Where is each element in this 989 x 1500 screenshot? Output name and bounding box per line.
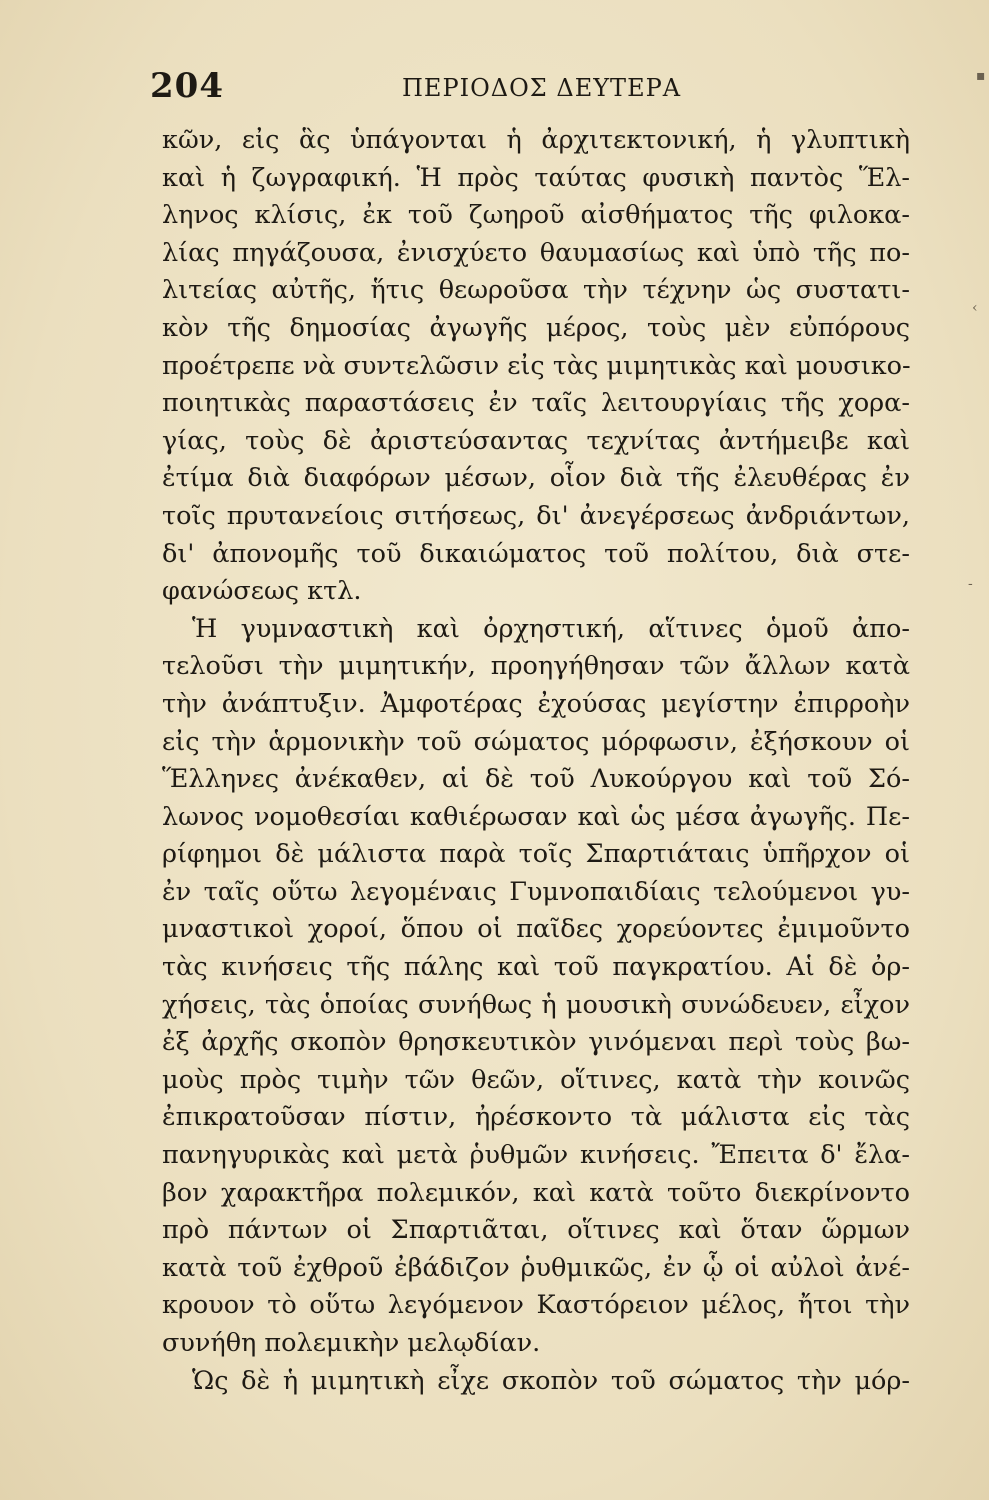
text-line: Ἕλληνες ἀνέκαθεν, αἱ δὲ τοῦ Λυκούργου καὶ τοῦ Σό- — [162, 764, 910, 795]
text-line: ρίφημοι δὲ μάλιστα παρὰ τοῖς Σπαρτιάταις ὑπῆρχον οἱ — [162, 839, 910, 870]
running-title: ΠΕΡΙΟΔΟΣ ΔΕΥΤΕΡΑ — [402, 74, 682, 102]
text-line: δι' ἀπονομῆς τοῦ δικαιώματος τοῦ πολίτου, διὰ στε- — [162, 538, 910, 569]
text-line: κατὰ τοῦ ἐχθροῦ ἐβάδιζον ῥυθμικῶς, ἐν ᾧ οἱ αὐλοὶ ἀνέ- — [162, 1252, 910, 1283]
text-line: πανηγυρικὰς καὶ μετὰ ῥυθμῶν κινήσεις. Ἔπειτα δ' ἔλα- — [162, 1140, 910, 1171]
text-line: προέτρεπε νὰ συντελῶσιν εἰς τὰς μιμητικὰς καὶ μουσικο- — [162, 350, 911, 381]
text-line: μοὺς πρὸς τιμὴν τῶν θεῶν, οἵτινες, κατὰ τὴν κοινῶς — [162, 1064, 910, 1095]
paragraph-start-line: Ἡ γυμναστικὴ καὶ ὀρχηστική, αἵτινες ὁμοῦ ἀπο- — [192, 613, 910, 644]
body-text — [162, 122, 910, 1400]
text-line: ἐτίμα διὰ διαφόρων μέσων, οἷον διὰ τῆς ἐλευθέρας ἐν — [162, 463, 910, 494]
text-line: κῶν, εἰς ἃς ὑπάγονται ἡ ἀρχιτεκτονική, ἡ γλυπτικὴ — [162, 125, 910, 155]
text-line: κὸν τῆς δημοσίας ἀγωγῆς μέρος, τοὺς μὲν εὐπόρους — [162, 312, 910, 343]
text-line: ἐν ταῖς οὕτω λεγομέναις Γυμνοπαιδίαις τελούμενοι γυ- — [162, 876, 910, 907]
text-line: κρουον τὸ οὕτω λεγόμενον Καστόρειον μέλος, ἤτοι τὴν — [162, 1290, 910, 1321]
text-line: βον χαρακτῆρα πολεμικόν, καὶ κατὰ τοῦτο διεκρίνοντο — [162, 1177, 910, 1208]
text-line: ἐξ ἀρχῆς σκοπὸν θρησκευτικὸν γινόμεναι περὶ τοὺς βω- — [162, 1027, 910, 1058]
margin-mark-top: ▪ — [976, 68, 986, 84]
text-line: λιτείας αὐτῆς, ἥτις θεωροῦσα τὴν τέχνην ὡς συστατι- — [162, 275, 910, 306]
text-line: τελοῦσι τὴν μιμητικήν, προηγήθησαν τῶν ἄλλων κατὰ — [162, 651, 910, 682]
text-line: πρὸ πάντων οἱ Σπαρτιᾶται, οἵτινες καὶ ὅταν ὥρμων — [162, 1215, 910, 1246]
text-line: γίας, τοὺς δὲ ἀριστεύσαντας τεχνίτας ἀντήμειβε καὶ — [162, 425, 910, 456]
text-line: τὰς κινήσεις τῆς πάλης καὶ τοῦ παγκρατίου. Αἱ δὲ ὀρ- — [162, 952, 910, 983]
text-line: λίας πηγάζουσα, ἐνισχύετο θαυμασίως καὶ ὑπὸ τῆς πο- — [162, 237, 910, 268]
page-header — [150, 66, 910, 106]
text-line: μναστικοὶ χοροί, ὅπου οἱ παῖδες χορεύοντες ἐμιμοῦντο — [162, 914, 910, 945]
text-line: ἐπικρατοῦσαν πίστιν, ἠρέσκοντο τὰ μάλιστα εἰς τὰς — [162, 1102, 910, 1133]
text-line: τὴν ἀνάπτυξιν. Ἀμφοτέρας ἐχούσας μεγίστην ἐπιρροὴν — [162, 688, 910, 719]
margin-mark-lower: ‐ — [968, 576, 973, 592]
text-line: καὶ ἡ ζωγραφική. Ἡ πρὸς ταύτας φυσικὴ παντὸς Ἕλ- — [162, 162, 910, 193]
margin-mark-middle: ‹ — [972, 300, 978, 316]
page-number: 204 — [150, 66, 224, 106]
text-line: εἰς τὴν ἁρμονικὴν τοῦ σώματος μόρφωσιν, ἐξήσκουν οἱ — [162, 726, 910, 757]
text-line: συνήθη πολεμικὴν μελῳδίαν. — [162, 1328, 541, 1358]
text-line: λωνος νομοθεσίαι καθιέρωσαν καὶ ὡς μέσα ἀγωγῆς. Πε- — [162, 801, 910, 832]
text-line: φανώσεως κτλ. — [162, 576, 362, 607]
paragraph-start-line: Ὡς δὲ ἡ μιμητικὴ εἶχε σκοπὸν τοῦ σώματος τὴν μόρ- — [192, 1365, 910, 1396]
text-line: χήσεις, τὰς ὁποίας συνήθως ἡ μουσικὴ συνώδευεν, εἶχον — [162, 989, 910, 1020]
text-line: ληνος κλίσις, ἐκ τοῦ ζωηροῦ αἰσθήματος τῆς φιλοκα- — [162, 200, 910, 231]
text-line: ποιητικὰς παραστάσεις ἐν ταῖς λειτουργίαις τῆς χορα- — [162, 388, 910, 419]
text-line: τοῖς πρυτανείοις σιτήσεως, δι' ἀνεγέρσεως ἀνδριάντων, — [162, 500, 910, 531]
